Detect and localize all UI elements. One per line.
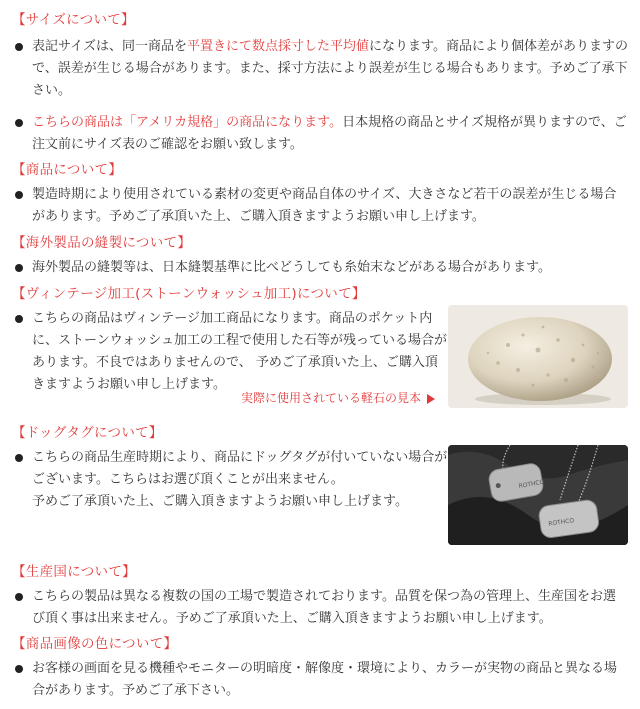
origin-item: こちらの製品は異なる複数の国の工場で製造されております。品質を保つ為の管理上、生産国をお選び頂く事は出来ません。予めご了承頂いた上、ご購入頂きますようお願い申し上げます。: [12, 586, 628, 630]
vintage-heading: 【ヴィンテージ加工(ストーンウォッシュ加工)について】: [12, 286, 366, 302]
dogtag-heading: 【ドッグタグについて】: [12, 425, 163, 441]
pumice-stone-image: [448, 305, 628, 408]
product-heading: 【商品について】: [12, 162, 123, 178]
bullet-icon: [15, 315, 23, 323]
vintage-item: こちらの商品はヴィンテージ加工商品になります。商品のポケット内に、ストーンウォッシュ加工の工程で使用した石等が残っている場合があります。不良ではありませんので、 予めご了承頂いた上、ご購入頂きますようお願い申し上げます。: [12, 308, 450, 396]
product-section: [12, 160, 628, 228]
bullet-icon: [15, 264, 23, 272]
product-item: 製造時期により使用されている素材の変更や商品自体のサイズ、大きさなど若干の誤差が生じる場合があります。予めご了承頂いた上、ご購入頂きますようお願い申し上げます。: [12, 184, 628, 228]
size-spec-highlight: こちらの商品は「アメリカ規格」の商品になります。: [32, 115, 343, 130]
dogtag-item: こちらの商品生産時期により、商品にドッグタグが付いていない場合がございます。こちらはお選び頂くことが出来ません。 予めご了承頂いた上、ご購入頂きますようお願い申し上げます。: [12, 447, 450, 513]
size-item-1: 表記サイズは、同一商品を平置きにて数点採寸した平均値になります。商品により個体差がありますので、誤差が生じる場合があります。また、採寸方法により誤差が生じる場合もあります。予めご了承下さい。: [12, 36, 628, 102]
size-heading: 【サイズについて】: [12, 12, 135, 28]
tag-text-2: ROTHCO: [547, 517, 575, 528]
tag-text-1: ROTHCO: [518, 478, 545, 491]
size-item-2: こちらの商品は「アメリカ規格」の商品になります。日本規格の商品とサイズ規格が異りますので、ご注文前にサイズ表のご確認をお願い致します。: [12, 112, 628, 156]
sewing-item: 海外製品の縫製等は、日本縫製基準に比べどうしても糸始末などがある場合があります。: [12, 257, 628, 279]
color-section: [12, 634, 628, 702]
size-highlight: 平置きにて数点採寸した平均値: [186, 39, 369, 54]
sewing-heading: 【海外製品の縫製について】: [12, 235, 192, 251]
origin-heading: 【生産国について】: [12, 564, 136, 580]
origin-section: [12, 562, 628, 630]
bullet-icon: [15, 43, 23, 51]
bullet-icon: [15, 665, 23, 673]
sewing-section: [12, 233, 628, 279]
bullet-icon: [15, 454, 23, 462]
bullet-icon: [15, 593, 23, 601]
size-section: [12, 10, 628, 156]
color-heading: 【商品画像の色について】: [12, 636, 178, 652]
bullet-icon: [15, 119, 23, 127]
pumice-caption: 実際に使用されている軽石の見本: [241, 389, 435, 406]
color-item: お客様の画面を見る機種やモニターの明暗度・解像度・環境により、カラーが実物の商品と異なる場合があります。予めご了承下さい。: [12, 658, 628, 702]
bullet-icon: [15, 191, 23, 199]
dog-tag-image: [448, 445, 628, 545]
triangle-right-icon: [427, 394, 435, 404]
